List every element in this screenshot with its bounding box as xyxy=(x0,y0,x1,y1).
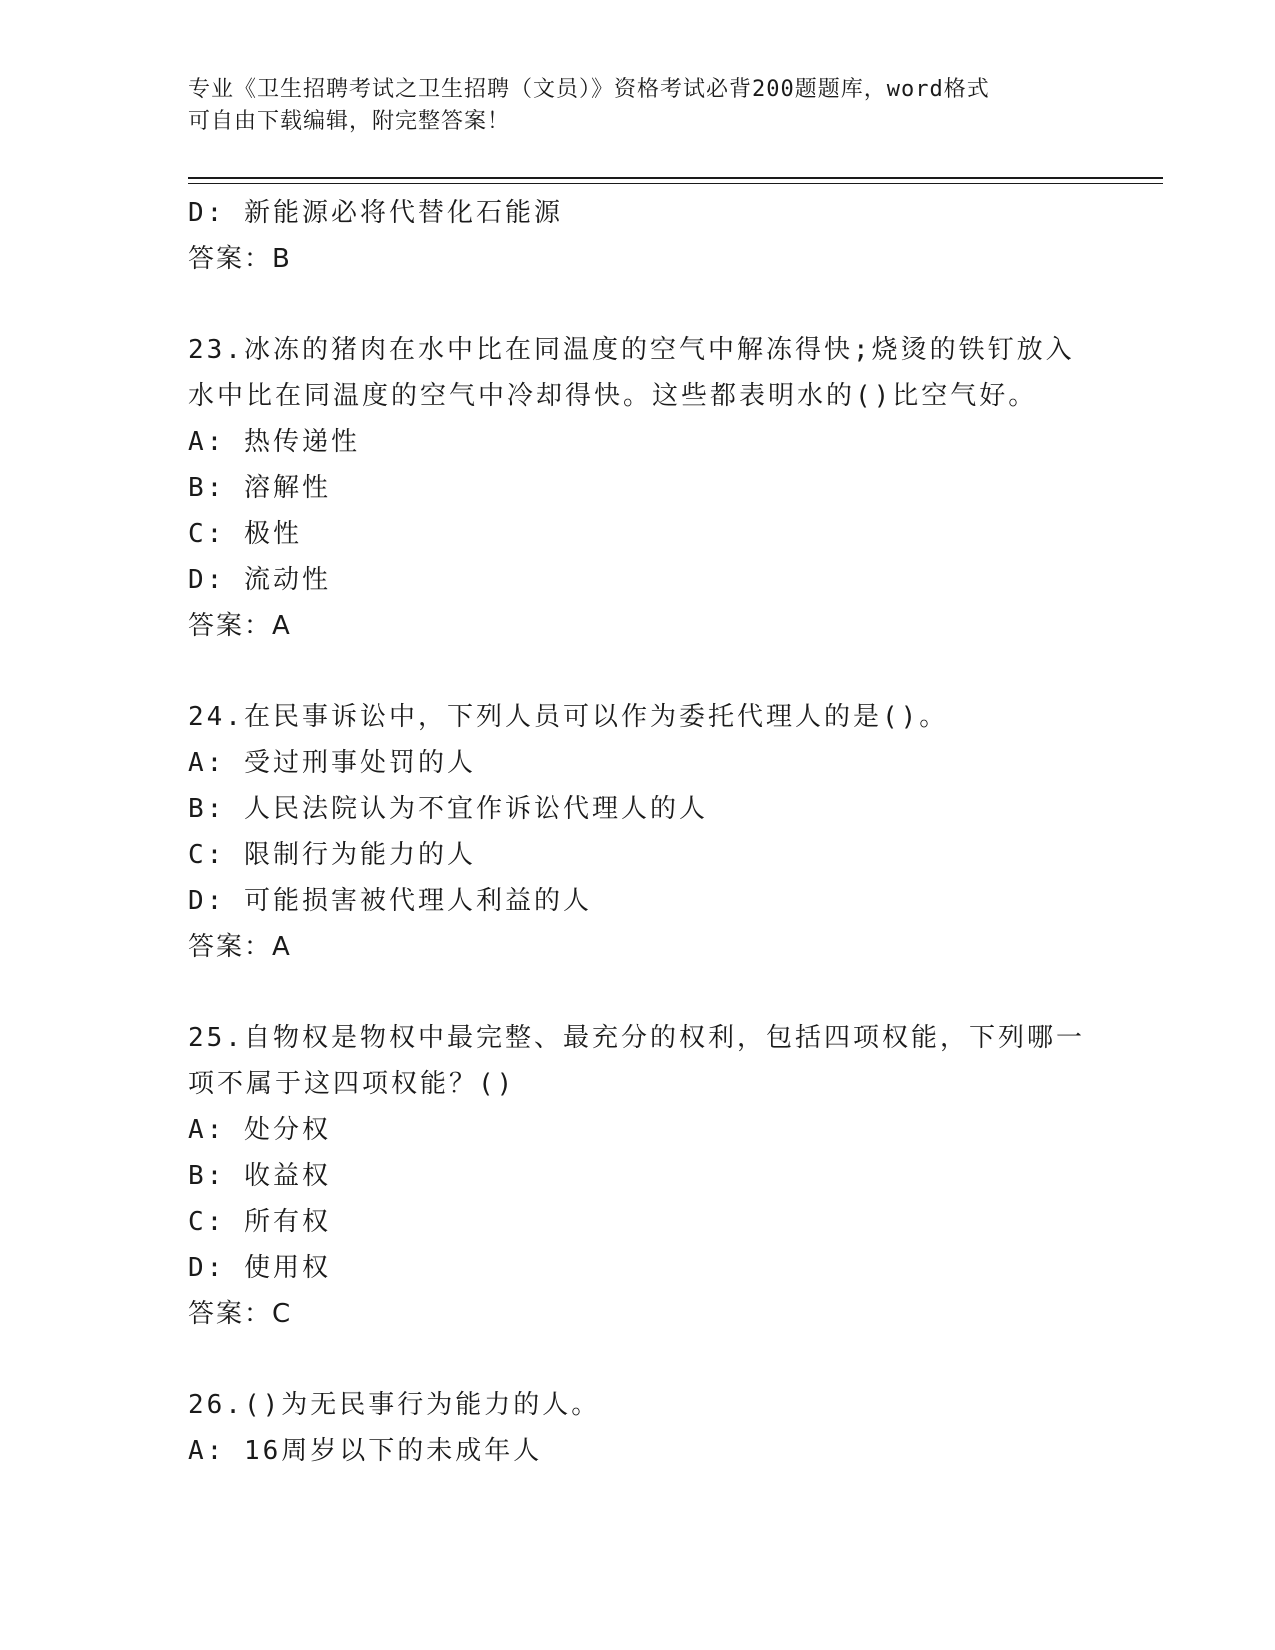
question-stem: 项不属于这四项权能？() xyxy=(188,1069,516,1099)
document-header xyxy=(188,74,1088,138)
option-d: D: 流动性 xyxy=(188,565,331,595)
option-d: D: 新能源必将代替化石能源 xyxy=(188,198,563,228)
question-22-tail xyxy=(188,190,1088,282)
question-stem: 25.自物权是物权中最完整、最充分的权利，包括四项权能，下列哪一 xyxy=(188,1023,1085,1053)
option-c: C: 所有权 xyxy=(188,1207,331,1237)
option-d: D: 可能损害被代理人利益的人 xyxy=(188,886,592,916)
header-rule-thin xyxy=(188,183,1163,184)
option-c: C: 极性 xyxy=(188,519,302,549)
question-stem: 水中比在同温度的空气中冷却得快。这些都表明水的()比空气好。 xyxy=(188,381,1038,411)
option-c: C: 限制行为能力的人 xyxy=(188,840,476,870)
option-a: A: 处分权 xyxy=(188,1115,331,1145)
question-stem: 24.在民事诉讼中，下列人员可以作为委托代理人的是()。 xyxy=(188,702,949,732)
answer-label: 答案：A xyxy=(188,932,292,962)
answer-label: 答案：A xyxy=(188,611,292,641)
question-26 xyxy=(188,1382,1088,1474)
question-list xyxy=(188,190,1088,1474)
header-line-1: 专业《卫生招聘考试之卫生招聘（文员）》资格考试必背200题题库，word格式 xyxy=(188,77,990,102)
question-23 xyxy=(188,327,1088,649)
option-a: A: 热传递性 xyxy=(188,427,360,457)
question-stem: 23.冰冻的猪肉在水中比在同温度的空气中解冻得快;烧烫的铁钉放入 xyxy=(188,335,1075,365)
option-d: D: 使用权 xyxy=(188,1253,331,1283)
answer-label: 答案：C xyxy=(188,1299,293,1329)
header-rule-thick xyxy=(188,177,1163,179)
question-24 xyxy=(188,694,1088,970)
option-a: A: 受过刑事处罚的人 xyxy=(188,748,476,778)
question-25 xyxy=(188,1015,1088,1337)
option-b: B: 人民法院认为不宜作诉讼代理人的人 xyxy=(188,794,708,824)
option-b: B: 收益权 xyxy=(188,1161,331,1191)
answer-label: 答案：B xyxy=(188,244,292,274)
option-a: A: 16周岁以下的未成年人 xyxy=(188,1436,543,1466)
question-stem: 26.()为无民事行为能力的人。 xyxy=(188,1390,601,1420)
header-line-2: 可自由下载编辑，附完整答案！ xyxy=(188,109,511,134)
option-b: B: 溶解性 xyxy=(188,473,331,503)
